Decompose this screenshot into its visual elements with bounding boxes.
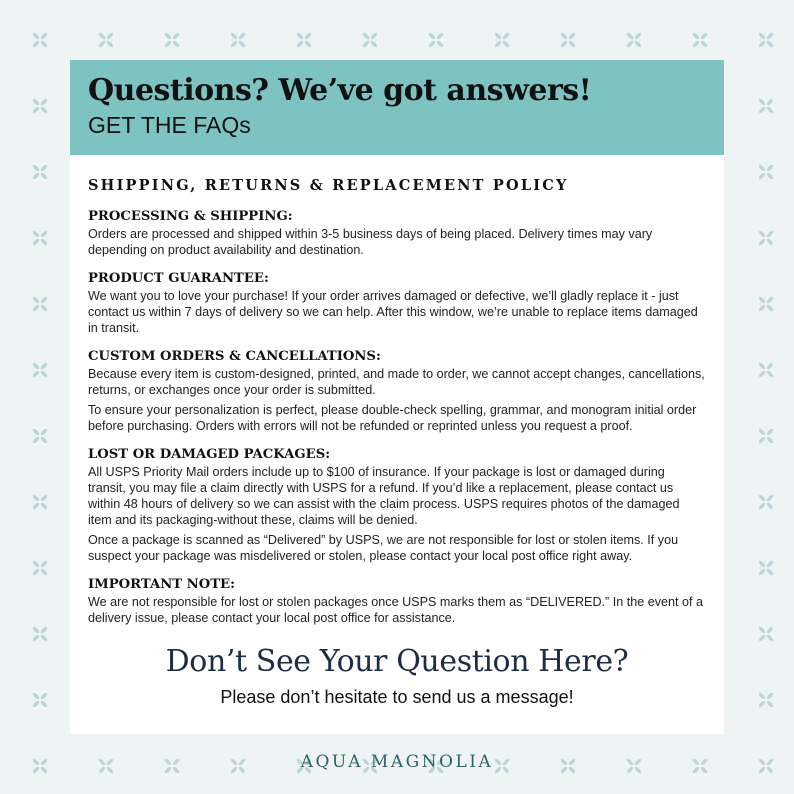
policy-title: SHIPPING, RETURNS & REPLACEMENT POLICY [88, 177, 569, 194]
section-title: IMPORTANT NOTE: [88, 577, 235, 592]
section-paragraph: All USPS Priority Mail orders include up to $100 of insurance. If your package is lost or damaged during transit, you may file a claim directly with USPS for a refund. If you’d like a replacement, please contact us within 48 hours of delivery so we can assist with the claim process. USPS requires photos of the damaged item and its packaging-without these, claims will be denied. [88, 465, 680, 527]
section-processing-shipping [88, 208, 706, 258]
header-subtitle: GET THE FAQs [88, 112, 251, 138]
section-important-note [88, 576, 706, 626]
header-title: Questions? We’ve got answers! [88, 73, 592, 108]
section-title: PRODUCT GUARANTEE: [88, 271, 269, 286]
cta-title: Don’t See Your Question Here? [165, 644, 629, 679]
section-product-guarantee [88, 270, 706, 336]
section-title: CUSTOM ORDERS & CANCELLATIONS: [88, 349, 381, 364]
faq-header [70, 60, 724, 155]
section-paragraph: Orders are processed and shipped within 3-5 business days of being placed. Delivery times may vary depending on product availability and destination. [88, 227, 653, 257]
section-paragraph: We are not responsible for lost or stolen packages once USPS marks them as “DELIVERED.” In the event of a delivery issue, please contact your local post office for assistance. [88, 595, 704, 625]
cta-subtitle: Please don’t hesitate to send us a message! [220, 687, 574, 707]
section-title: PROCESSING & SHIPPING: [88, 209, 293, 224]
section-lost-damaged [88, 446, 706, 564]
section-title: LOST OR DAMAGED PACKAGES: [88, 447, 331, 462]
section-paragraph: Once a package is scanned as “Delivered” by USPS, we are not responsible for lost or stolen items. If you suspect your package was misdelivered or stolen, please contact your local post office right away. [88, 533, 679, 563]
contact-cta [88, 644, 706, 708]
brand-logo: AQUA MAGNOLIA [300, 752, 494, 772]
faq-card [70, 60, 724, 734]
section-paragraph: We want you to love your purchase! If your order arrives damaged or defective, we’ll gladly replace it - just contact us within 7 days of delivery so we can help. After this window, we’re unable to replace items damaged in transit. [88, 289, 698, 335]
section-paragraph: Because every item is custom-designed, printed, and made to order, we cannot accept changes, cancellations, returns, or exchanges once your order is submitted. [88, 367, 705, 397]
section-custom-orders [88, 348, 706, 434]
policy-content [70, 177, 724, 708]
section-paragraph: To ensure your personalization is perfect, please double-check spelling, grammar, and monogram initial order before purchasing. Orders with errors will not be refunded or reprinted unless you request a proof. [88, 403, 697, 433]
